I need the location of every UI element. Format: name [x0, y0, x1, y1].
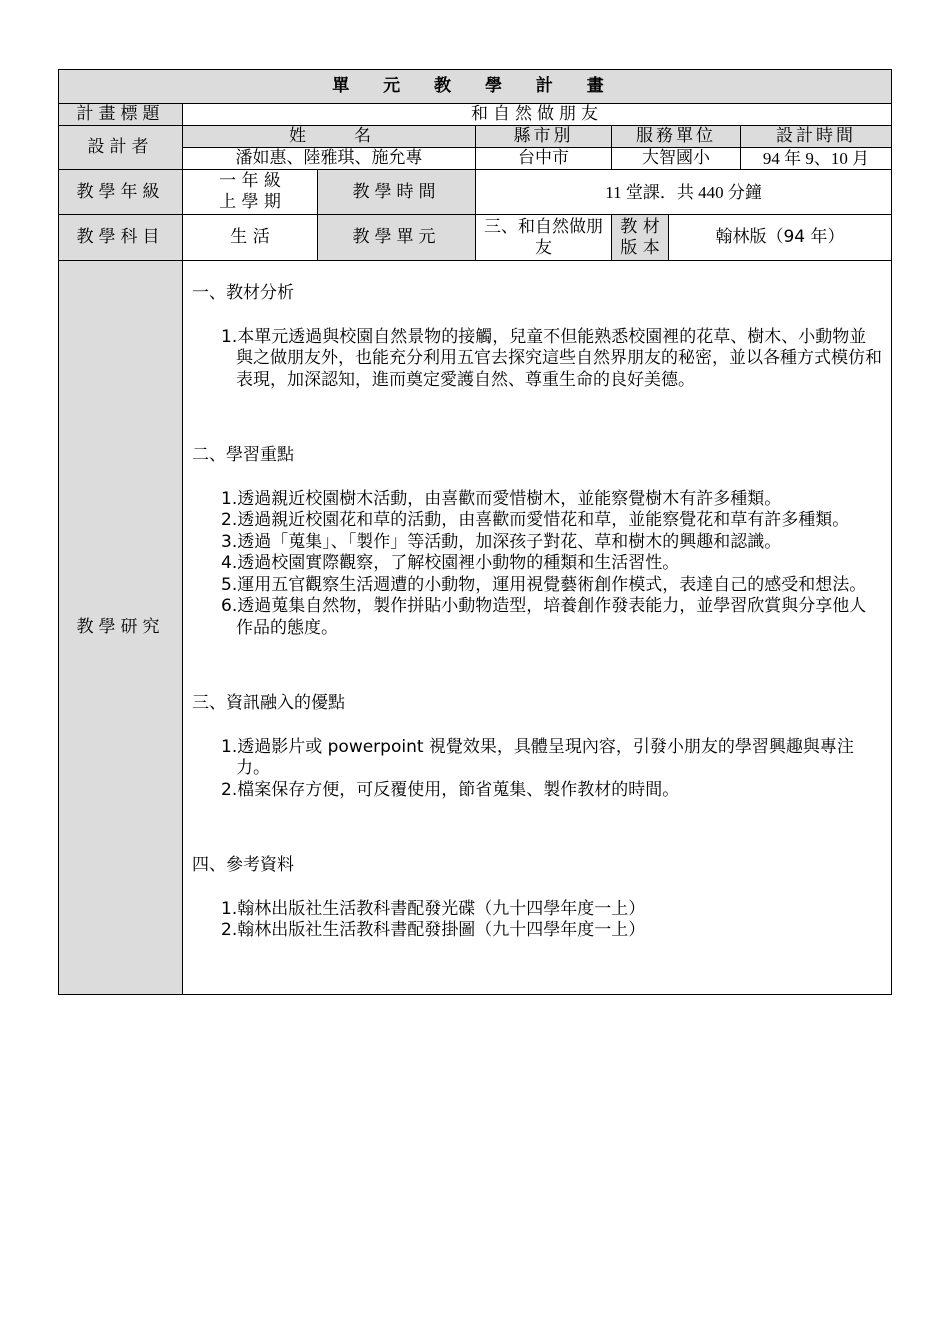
county-value: 台中市 [476, 148, 612, 170]
list-item: 1.透過親近校園樹木活動，由喜歡而愛惜樹木，並能察覺樹木有許多種類。 [221, 488, 782, 509]
plan-title-label: 計畫標題 [59, 104, 183, 126]
section-materials-analysis [192, 283, 883, 391]
teaching-time-label: 教學時間 [318, 170, 476, 215]
teaching-unit-value: 三、和自然做朋友 [476, 215, 612, 261]
name-header [183, 126, 476, 148]
design-time-header: 設計時間 [741, 126, 892, 148]
grade-line-2: 上 學 期 [219, 192, 281, 212]
edition-value: 翰林版（94 年） [669, 215, 892, 261]
list-item: 2.透過親近校園花和草的活動，由喜歡而愛惜花和草，並能察覺花和草有許多種類。 [221, 510, 850, 530]
grade-label: 教學年級 [59, 170, 183, 215]
plan-title-value: 和自然做朋友 [183, 104, 892, 126]
section-heading: 二、學習重點 [192, 445, 294, 465]
research-label: 教學研究 [59, 261, 183, 995]
subject-value: 生 活 [183, 215, 318, 261]
section-it-integration [192, 693, 883, 801]
section-heading: 一、教材分析 [192, 283, 294, 303]
unit-header: 服務單位 [612, 126, 741, 148]
grade-line-1: 一 年 級 [219, 171, 281, 191]
county-header: 縣市別 [476, 126, 612, 148]
design-time-value: 94 年 9、10 月 [741, 148, 892, 170]
section-heading: 四、參考資料 [192, 855, 294, 875]
teaching-time-value: 11 堂課．共 440 分鐘 [476, 170, 892, 215]
list-item: 1.翰林出版社生活教科書配發光碟（九十四學年度一上） [221, 898, 646, 919]
teaching-unit-label: 教學單元 [318, 215, 476, 261]
lesson-plan-table [58, 69, 892, 995]
list-item: 2.翰林出版社生活教科書配發掛圖（九十四學年度一上） [221, 920, 646, 940]
list-item: 5.運用五官觀察生活週遭的小動物，運用視覺藝術創作模式，表達自己的感受和想法。 [221, 574, 867, 595]
list-item: 1.透過影片或 powerpoint 視覺效果，具體呈現內容，引發小朋友的學習興趣與專注力。 [221, 736, 854, 778]
section-learning-focus [192, 445, 883, 639]
page-title: 單 元 教 學 計 畫 [59, 70, 892, 104]
name-header-given: 名 [354, 126, 371, 146]
unit-value: 大智國小 [612, 148, 741, 170]
research-content [183, 261, 892, 995]
grade-value [183, 170, 318, 215]
section-heading: 三、資訊融入的優點 [192, 693, 345, 713]
edition-label-line-2: 版 本 [620, 237, 660, 258]
subject-label: 教學科目 [59, 215, 183, 261]
list-item: 4.透過校園實際觀察，了解校園裡小動物的種類和生活習性。 [221, 553, 680, 573]
edition-label-line-1: 教 材 [620, 216, 660, 237]
list-item: 3.透過「蒐集」、「製作」等活動，加深孩子對花、草和樹木的興趣和認識。 [221, 531, 782, 552]
list-item: 2.檔案保存方便，可反覆使用，節省蒐集、製作教材的時間。 [221, 779, 680, 800]
name-header-surname: 姓 [289, 126, 306, 146]
list-item: 1.本單元透過與校園自然景物的接觸，兒童不但能熟悉校園裡的花草、樹木、小動物並與之做朋友外，也能充分利用五官去探究這些自然界朋友的秘密，並以各種方式模仿和表現，加深認知，進而奠定愛護自然、尊重生命的良好美德。 [221, 326, 882, 390]
designer-names: 潘如惠、陸雅琪、施允專 [183, 148, 476, 170]
edition-label [612, 215, 669, 261]
list-item: 6.透過蒐集自然物，製作拼貼小動物造型，培養創作發表能力，並學習欣賞與分享他人作品的態度。 [221, 596, 867, 638]
designer-label: 設計者 [59, 126, 183, 170]
section-references [192, 855, 883, 942]
